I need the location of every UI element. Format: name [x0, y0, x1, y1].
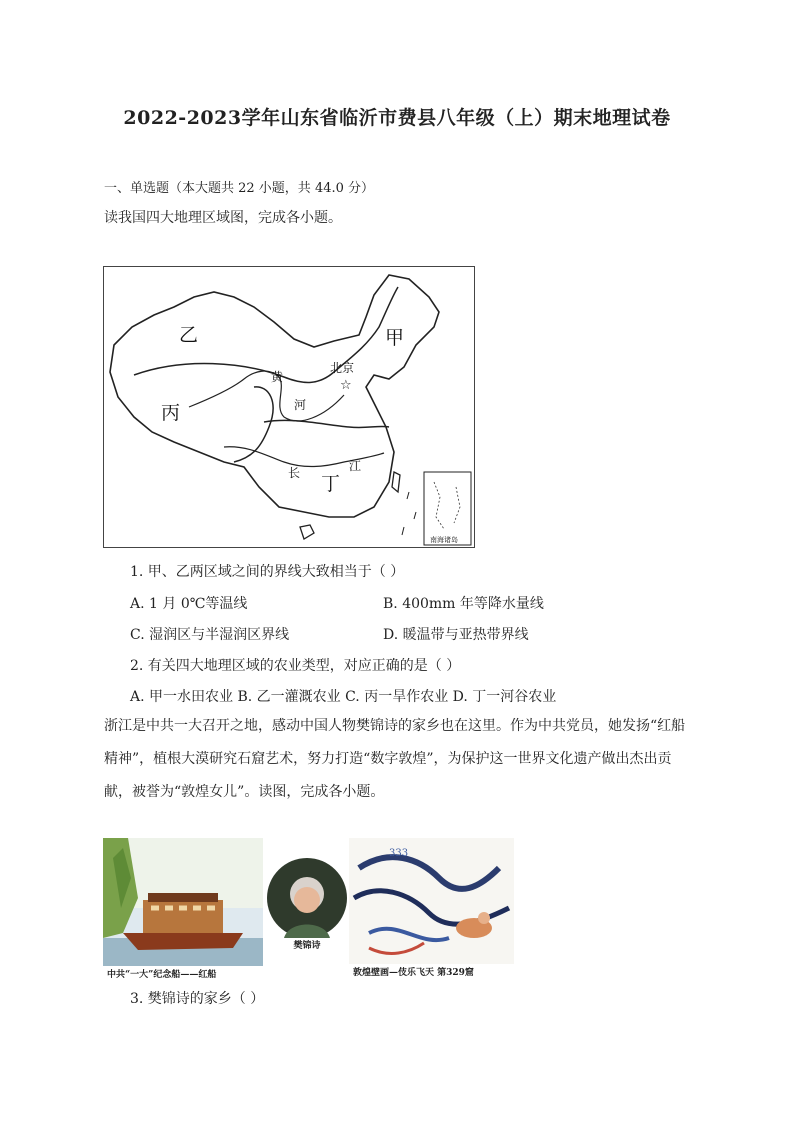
map-label-he: 河 — [294, 398, 307, 412]
q2-stem: 2. 有关四大地理区域的农业类型，对应正确的是（ ） — [130, 658, 461, 674]
china-map-svg — [104, 267, 474, 547]
q1-option-b: B. 400mm 年等降水量线 — [383, 596, 544, 612]
mural-caption: 敦煌壁画—伎乐飞天 第329窟 — [353, 968, 474, 978]
section-heading: 一、单选题（本大题共 22 小题，共 44.0 分） — [104, 181, 375, 196]
portrait-caption: 樊锦诗 — [293, 941, 321, 950]
map-label-jiang: 江 — [349, 459, 362, 473]
q1-option-c: C. 湿润区与半湿润区界线 — [130, 627, 290, 643]
mural-number: 333 — [389, 848, 409, 859]
beijing-star-icon: ☆ — [340, 378, 352, 393]
portrait-svg — [264, 858, 350, 950]
yellow-river — [189, 371, 344, 421]
q2-options: A. 甲一水田农业 B. 乙一灌溉农业 C. 丙一旱作农业 D. 丁一河谷农业 — [130, 689, 557, 705]
map-label-ding: 丁 — [321, 473, 341, 495]
map-label-chang: 长 — [288, 466, 301, 480]
dunhuang-mural — [349, 838, 514, 980]
boat-caption: 中共“一大”纪念船——红船 — [107, 970, 217, 980]
china-outline — [110, 275, 439, 517]
q1-stem: 1. 甲、乙两区域之间的界线大致相当于（ ） — [130, 564, 405, 580]
china-regions-map — [103, 266, 475, 548]
passage-text: 浙江是中共一大召开之地，感动中国人物樊锦诗的家乡也在这里。作为中共党员，她发扬“红船精神”，植根大漠研究石窟艺术，努力打造“数字敦煌”，为保护这一世界文化遗产做出杰出贡献，被誉为“敦煌女儿”。读图，完成各小题。 — [104, 718, 686, 800]
map-label-beijing: 北京 — [330, 361, 355, 375]
taiwan-island — [392, 472, 400, 492]
map-label-jia: 甲 — [385, 327, 405, 349]
fan-jinshi-portrait — [264, 858, 350, 950]
island-marks — [402, 492, 416, 535]
south-china-sea-inset — [424, 472, 471, 545]
boundary-qinling-huaihe — [264, 420, 389, 427]
intro-text: 读我国四大地理区域图，完成各小题。 — [104, 210, 342, 226]
hainan-island — [300, 525, 314, 539]
q1-option-a: A. 1 月 0℃等温线 — [130, 596, 248, 612]
boat-image-svg — [103, 838, 263, 980]
q3-stem: 3. 樊锦诗的家乡（ ） — [130, 991, 265, 1007]
mural-svg — [349, 838, 514, 980]
map-label-huang: 黄 — [271, 370, 284, 384]
map-label-yi: 乙 — [179, 324, 199, 346]
q1-option-d: D. 暖温带与亚热带界线 — [383, 627, 529, 643]
red-boat-photo — [103, 838, 263, 980]
page-title: 2022-2023学年山东省临沂市费县八年级（上）期末地理试卷 — [123, 107, 671, 129]
map-label-bing: 丙 — [161, 402, 181, 424]
inset-label: 南海诸岛 — [430, 536, 458, 544]
